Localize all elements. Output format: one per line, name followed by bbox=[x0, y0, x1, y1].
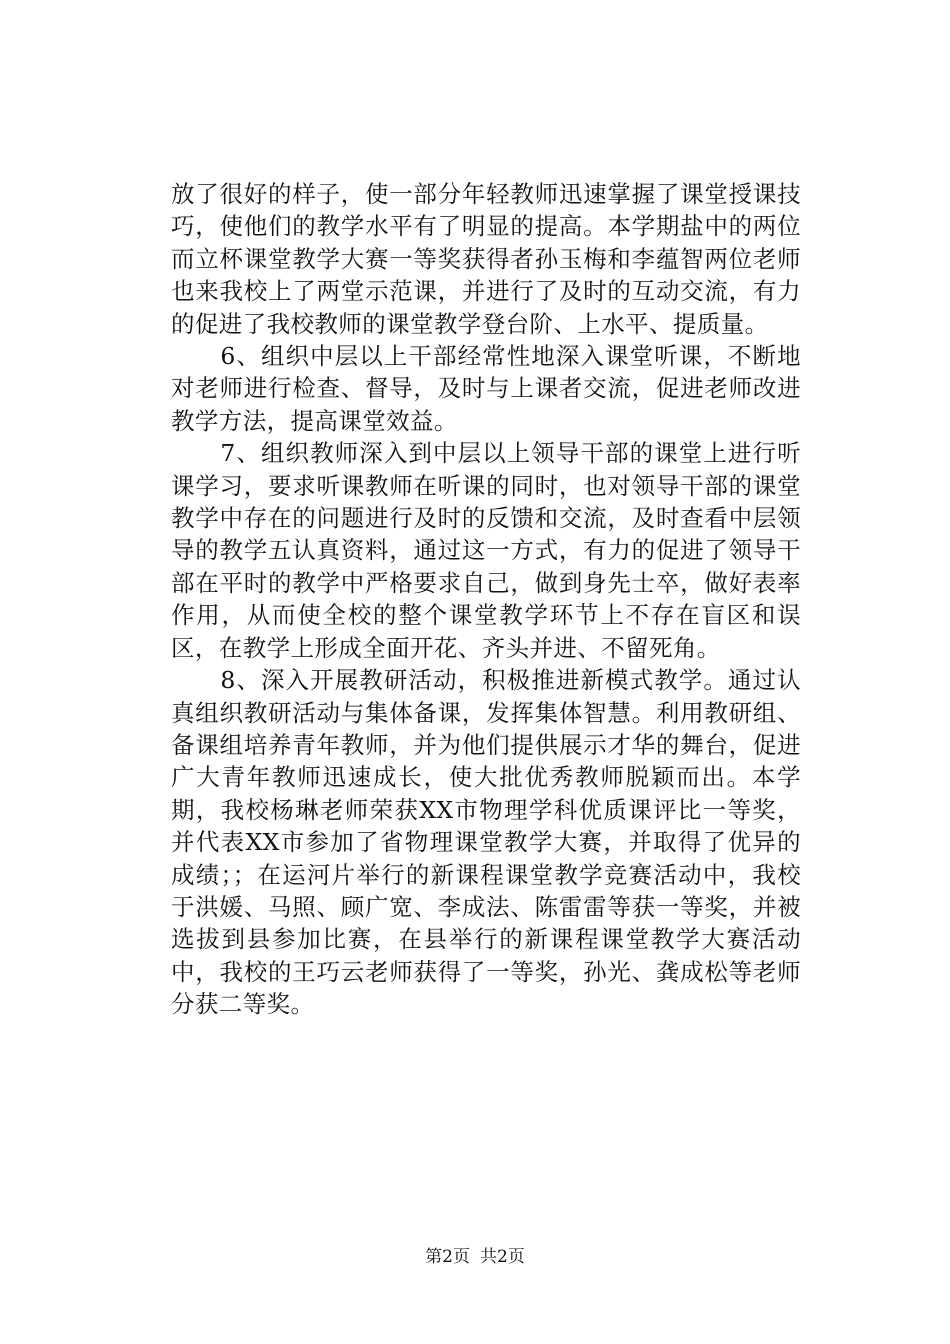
paragraph-2: 6、组织中层以上干部经常性地深入课堂听课，不断地对老师进行检查、督导，及时与上课者交流，促进老师改进教学方法，提高课堂效益。 bbox=[171, 342, 801, 435]
paragraph-1: 放了很好的样子，使一部分年轻教师迅速掌握了课堂授课技巧，使他们的教学水平有了明显的提高。本学期盐中的两位而立杯课堂教学大赛一等奖获得者孙玉梅和李蕴智两位老师也来我校上了两堂示范课，并进行了及时的互动交流，有力的促进了我校教师的课堂教学登台阶、上水平、提质量。 bbox=[171, 180, 801, 338]
page-number: 第2页 bbox=[425, 1247, 470, 1267]
page-total: 共2页 bbox=[480, 1247, 525, 1267]
page-footer bbox=[0, 1246, 950, 1268]
paragraph-3: 7、组织教师深入到中层以上领导干部的课堂上进行听课学习，要求听课教师在听课的同时，也对领导干部的课堂教学中存在的问题进行及时的反馈和交流，及时查看中层领导的教学五认真资料，通过这一方式，有力的促进了领导干部在平时的教学中严格要求自己，做到身先士卒，做好表率作用，从而使全校的整个课堂教学环节上不存在盲区和误区，在教学上形成全面开花、齐头并进、不留死角。 bbox=[171, 439, 801, 662]
paragraph-4: 8、深入开展教研活动，积极推进新模式教学。通过认真组织教研活动与集体备课，发挥集体智慧。利用教研组、备课组培养青年教师，并为他们提供展示才华的舞台，促进广大青年教师迅速成长，使大批优秀教师脱颖而出。本学期，我校杨琳老师荣获XX市物理学科优质课评比一等奖，并代表XX市参加了省物理课堂教学大赛，并取得了优异的成绩；；在运河片举行的新课程课堂教学竞赛活动中，我校于洪媛、马照、顾广宽、李成法、陈雷雷等获一等奖，并被选拔到县参加比赛，在县举行的新课程课堂教学大赛活动中，我校的王巧云老师获得了一等奖，孙光、龚成松等老师分获二等奖。 bbox=[171, 666, 801, 1019]
document-body bbox=[171, 178, 801, 1021]
